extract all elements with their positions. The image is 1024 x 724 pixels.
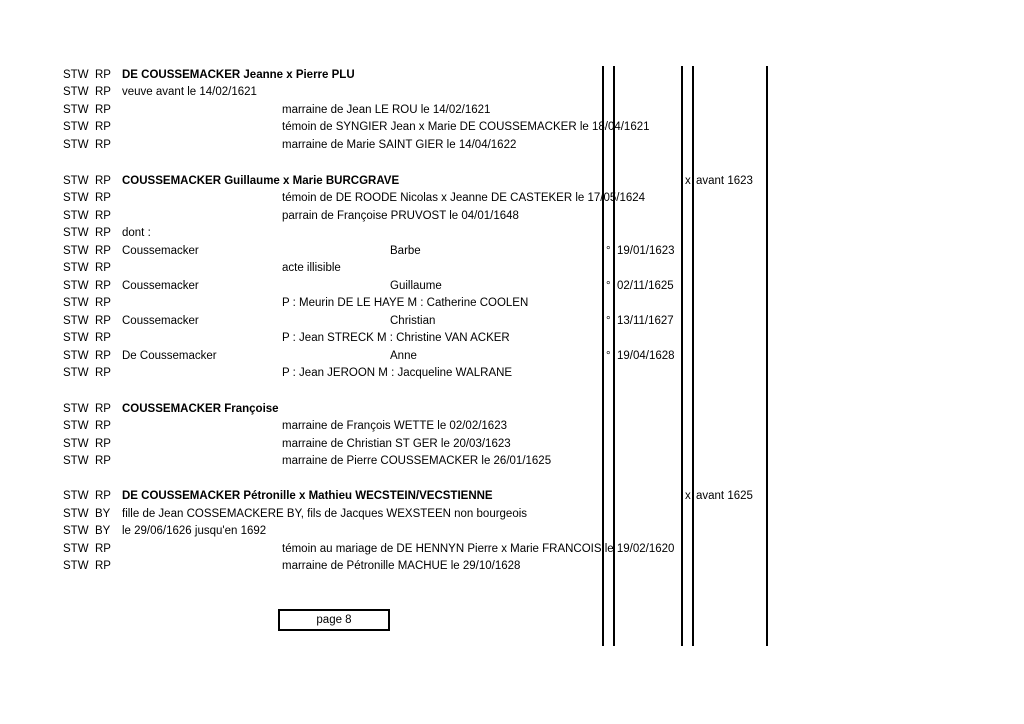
birth-mark: ° (606, 350, 611, 362)
register-code: RP (95, 227, 111, 239)
firstname-cell: Christian (390, 315, 436, 327)
name-cell: fille de Jean COSSEMACKERE BY, fils de Jacques WEXSTEEN non bourgeois (122, 508, 528, 520)
parish-code: STW (63, 525, 89, 537)
register-code: RP (95, 175, 111, 187)
register-code: RP (95, 262, 111, 274)
record-row (0, 487, 1024, 505)
register-code: RP (95, 543, 111, 555)
name-cell: COUSSEMACKER Françoise (122, 403, 279, 415)
event-cell: marraine de Christian ST GER le 20/03/1623 (282, 438, 511, 450)
event-cell: P : Meurin DE LE HAYE M : Catherine COOLEN (282, 297, 529, 309)
record-row (0, 207, 1024, 225)
name-cell: Coussemacker (122, 245, 199, 257)
record-row (0, 364, 1024, 382)
parish-code: STW (63, 86, 89, 98)
name-cell: dont : (122, 227, 151, 239)
record-row (0, 435, 1024, 453)
event-cell: marraine de Jean LE ROU le 14/02/1621 (282, 104, 491, 116)
parish-code: STW (63, 420, 89, 432)
register-code: RP (95, 210, 111, 222)
record-row (0, 224, 1024, 242)
register-code: RP (95, 297, 111, 309)
parish-code: STW (63, 403, 89, 415)
event-cell: témoin de DE ROODE Nicolas x Jeanne DE CASTEKER le 17/05/1624 (282, 192, 646, 204)
event-cell: P : Jean JEROON M : Jacqueline WALRANE (282, 367, 513, 379)
register-code: RP (95, 121, 111, 133)
firstname-cell: Guillaume (390, 280, 442, 292)
register-code: RP (95, 104, 111, 116)
parish-code: STW (63, 121, 89, 133)
record-row (0, 136, 1024, 154)
register-code: RP (95, 192, 111, 204)
event-cell: P : Jean STRECK M : Christine VAN ACKER (282, 332, 510, 344)
register-code: RP (95, 69, 111, 81)
event-cell: parrain de Françoise PRUVOST le 04/01/1648 (282, 210, 519, 222)
register-code: BY (95, 525, 111, 537)
record-row (0, 417, 1024, 435)
parish-code: STW (63, 350, 89, 362)
firstname-cell: Anne (390, 350, 417, 362)
event-cell: témoin de SYNGIER Jean x Marie DE COUSSEMACKER le 18/04/1621 (282, 121, 650, 133)
record-row (0, 400, 1024, 418)
record-row (0, 557, 1024, 575)
register-code: RP (95, 245, 111, 257)
parish-code: STW (63, 315, 89, 327)
event-cell: marraine de Marie SAINT GIER le 14/04/1622 (282, 139, 517, 151)
register-code: RP (95, 403, 111, 415)
register-code: RP (95, 560, 111, 572)
parish-code: STW (63, 332, 89, 344)
record-row (0, 242, 1024, 260)
register-code: RP (95, 315, 111, 327)
parish-code: STW (63, 227, 89, 239)
firstname-cell: Barbe (390, 245, 421, 257)
record-row (0, 312, 1024, 330)
name-cell: Coussemacker (122, 280, 199, 292)
register-code: BY (95, 508, 111, 520)
page-number: page 8 (278, 609, 390, 631)
event-cell: acte illisible (282, 262, 341, 274)
register-code: RP (95, 86, 111, 98)
birth-mark: ° (606, 315, 611, 327)
record-row (0, 259, 1024, 277)
register-code: RP (95, 367, 111, 379)
parish-code: STW (63, 139, 89, 151)
birth-mark: ° (606, 245, 611, 257)
record-row (0, 118, 1024, 136)
record-row (0, 540, 1024, 558)
event-cell: marraine de Pierre COUSSEMACKER le 26/01/1625 (282, 455, 552, 467)
marriage-date-cell: avant 1623 (696, 175, 753, 187)
register-code: RP (95, 438, 111, 450)
parish-code: STW (63, 175, 89, 187)
record-row (0, 347, 1024, 365)
register-code: RP (95, 490, 111, 502)
record-row (0, 83, 1024, 101)
record-row (0, 294, 1024, 312)
name-cell: Coussemacker (122, 315, 199, 327)
register-code: RP (95, 139, 111, 151)
record-row (0, 505, 1024, 523)
record-row (0, 172, 1024, 190)
marriage-mark: x (685, 175, 691, 187)
name-cell: De Coussemacker (122, 350, 217, 362)
register-code: RP (95, 455, 111, 467)
record-row (0, 66, 1024, 84)
event-cell: témoin au mariage de DE HENNYN Pierre x Marie FRANCOIS le 19/02/1620 (282, 543, 675, 555)
parish-code: STW (63, 455, 89, 467)
date-cell: 02/11/1625 (617, 280, 674, 292)
name-cell: DE COUSSEMACKER Jeanne x Pierre PLU (122, 69, 355, 81)
parish-code: STW (63, 543, 89, 555)
record-row (0, 522, 1024, 540)
record-row (0, 329, 1024, 347)
parish-code: STW (63, 192, 89, 204)
event-cell: marraine de François WETTE le 02/02/1623 (282, 420, 507, 432)
birth-mark: ° (606, 280, 611, 292)
record-row (0, 277, 1024, 295)
parish-code: STW (63, 297, 89, 309)
date-cell: 19/01/1623 (617, 245, 675, 257)
register-code: RP (95, 350, 111, 362)
date-cell: 13/11/1627 (617, 315, 674, 327)
marriage-date-cell: avant 1625 (696, 490, 753, 502)
parish-code: STW (63, 560, 89, 572)
name-cell: le 29/06/1626 jusqu'en 1692 (122, 525, 267, 537)
record-row (0, 101, 1024, 119)
register-code: RP (95, 280, 111, 292)
record-row (0, 452, 1024, 470)
register-code: RP (95, 420, 111, 432)
parish-code: STW (63, 280, 89, 292)
parish-code: STW (63, 508, 89, 520)
name-cell: veuve avant le 14/02/1621 (122, 86, 257, 98)
name-cell: COUSSEMACKER Guillaume x Marie BURCGRAVE (122, 175, 400, 187)
parish-code: STW (63, 367, 89, 379)
date-cell: 19/04/1628 (617, 350, 675, 362)
parish-code: STW (63, 104, 89, 116)
marriage-mark: x (685, 490, 691, 502)
parish-code: STW (63, 262, 89, 274)
parish-code: STW (63, 245, 89, 257)
record-row (0, 189, 1024, 207)
register-code: RP (95, 332, 111, 344)
event-cell: marraine de Pétronille MACHUE le 29/10/1628 (282, 560, 521, 572)
parish-code: STW (63, 438, 89, 450)
parish-code: STW (63, 210, 89, 222)
name-cell: DE COUSSEMACKER Pétronille x Mathieu WECSTEIN/VECSTIENNE (122, 490, 493, 502)
parish-code: STW (63, 490, 89, 502)
parish-code: STW (63, 69, 89, 81)
